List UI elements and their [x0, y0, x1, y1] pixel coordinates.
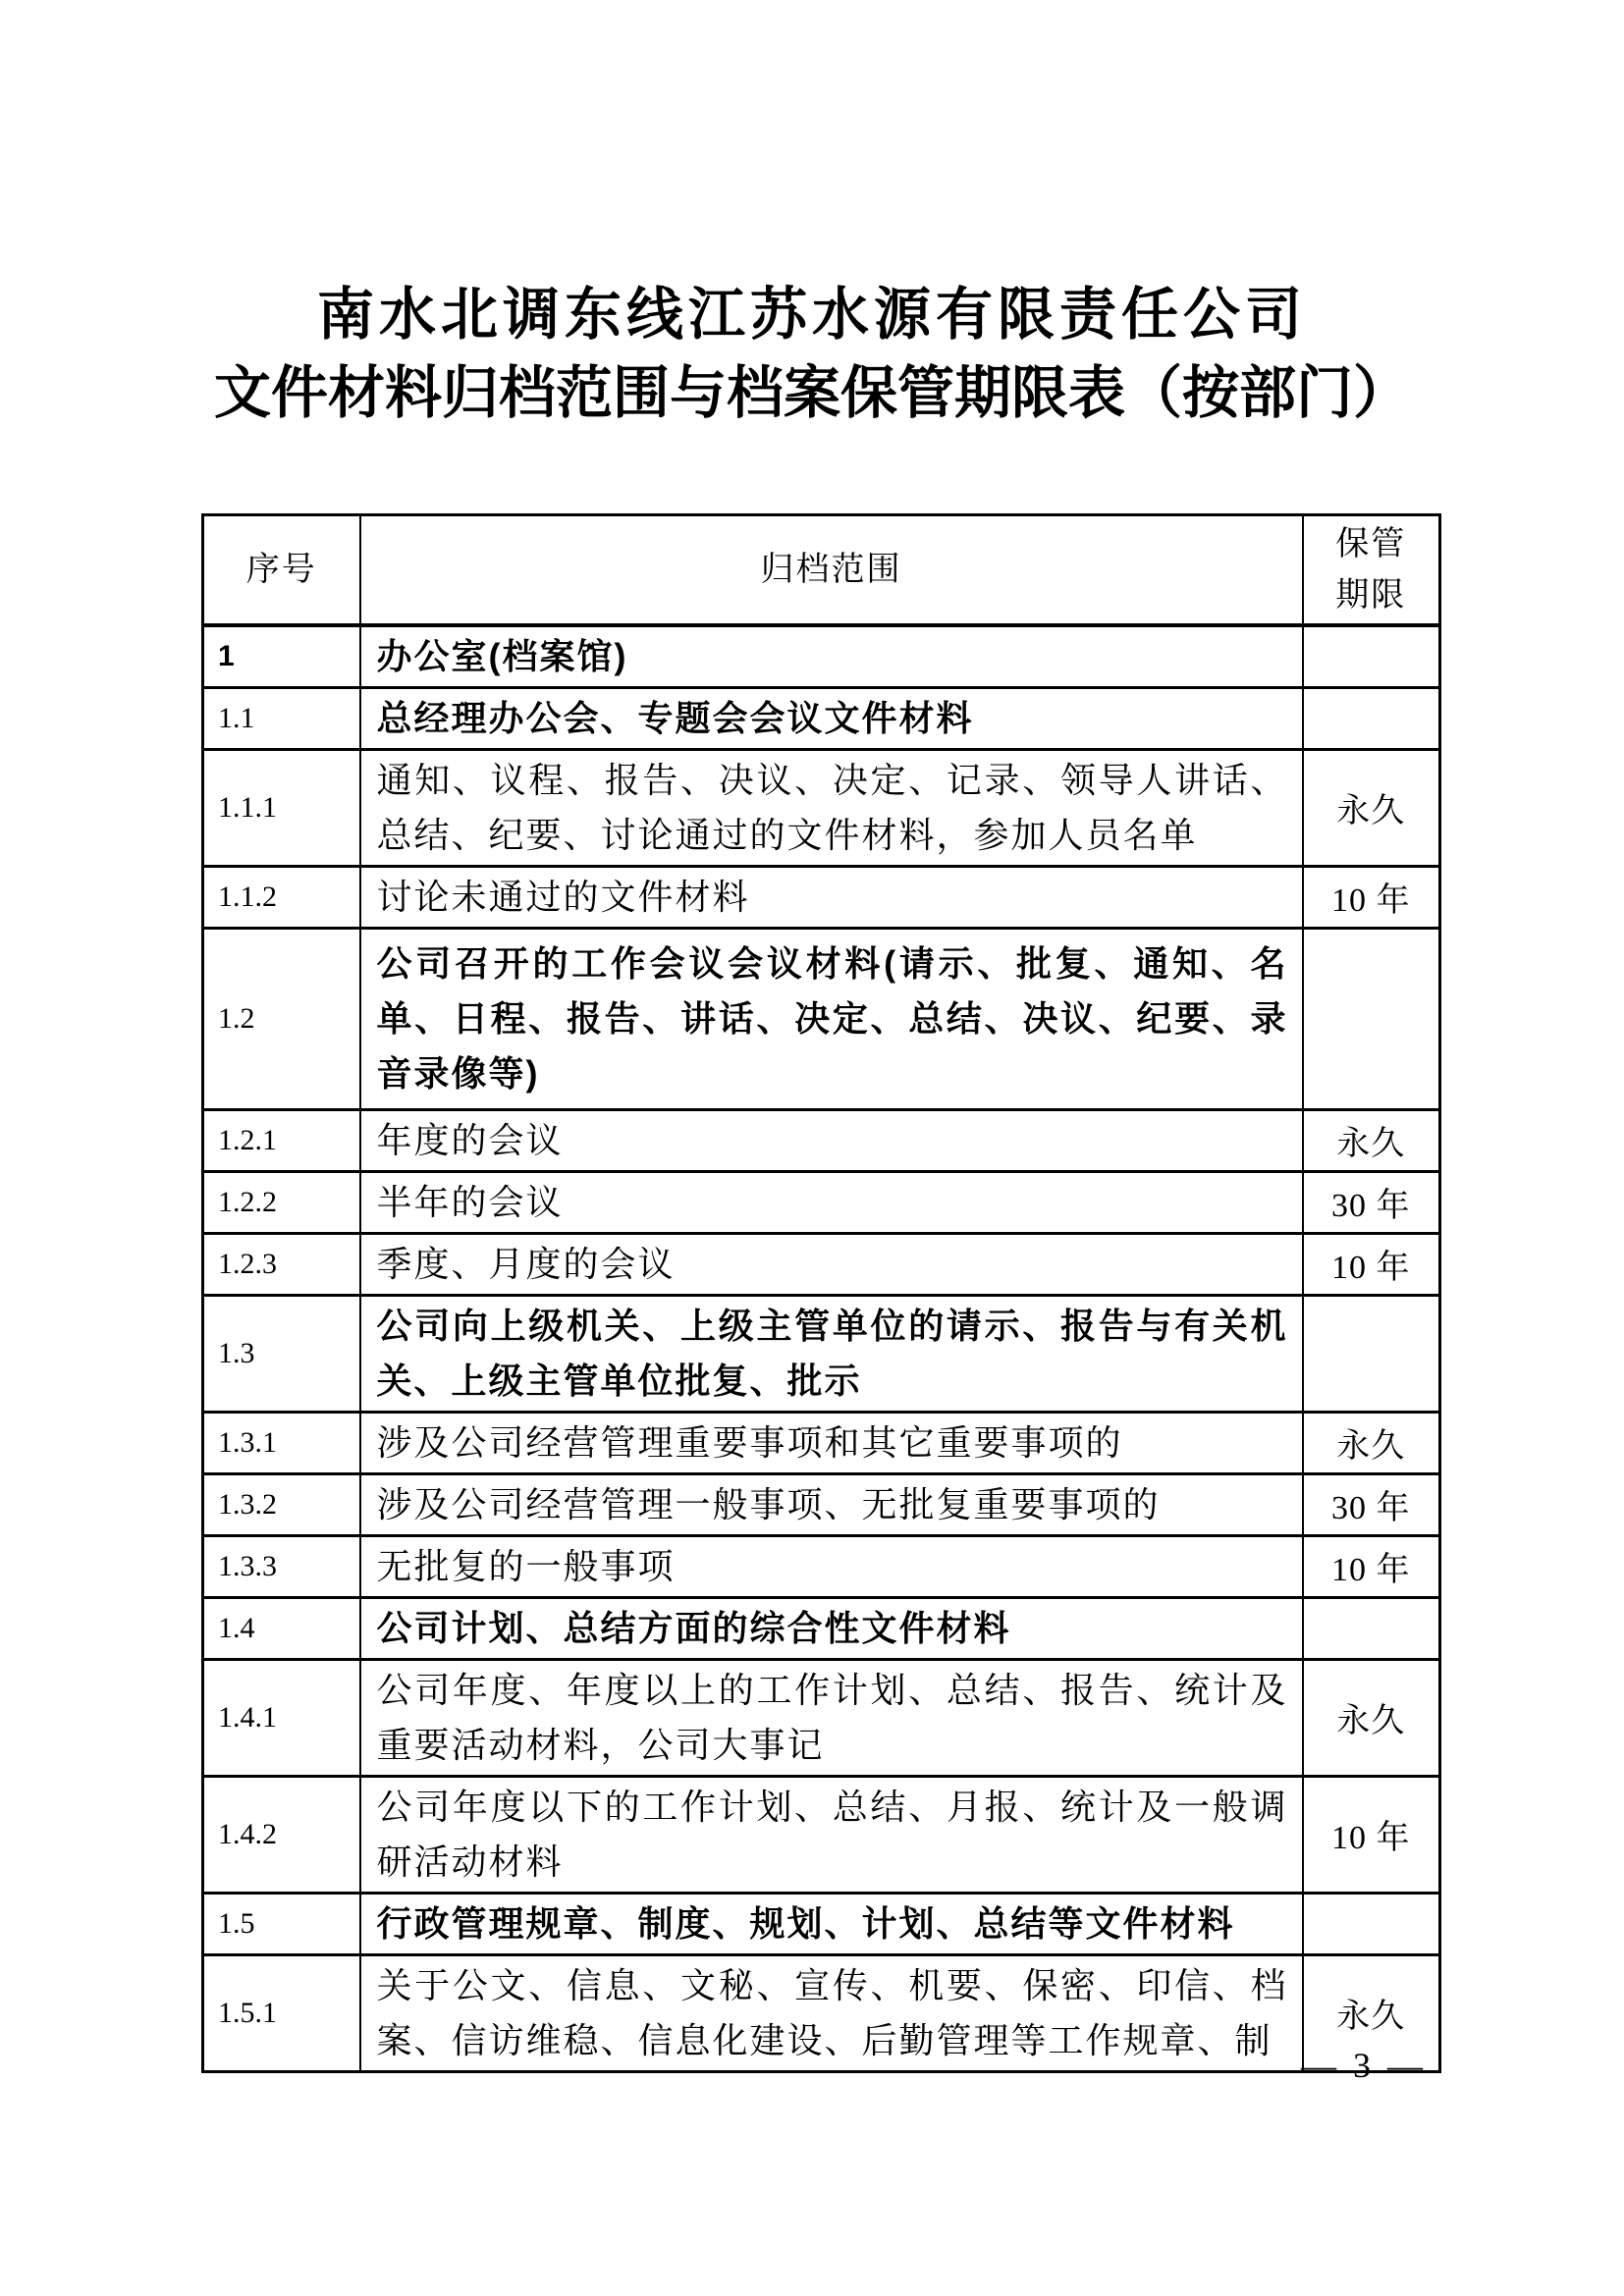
header-number: 序号: [203, 515, 360, 625]
period-cell: [1303, 1597, 1440, 1659]
scope-cell: 办公室(档案馆): [360, 625, 1303, 688]
table-row: [203, 1233, 1440, 1295]
scope-cell: 公司向上级机关、上级主管单位的请示、报告与有关机关、上级主管单位批复、批示: [360, 1295, 1303, 1412]
table-row: [203, 1295, 1440, 1412]
archive-scope-table: [201, 513, 1441, 2073]
table-body: [203, 625, 1440, 2072]
period-cell: [1303, 1295, 1440, 1412]
period-cell: 永久: [1303, 1954, 1440, 2071]
table-row: [203, 1535, 1440, 1597]
row-number-cell: 1.4.1: [203, 1659, 360, 1776]
scope-cell: 通知、议程、报告、决议、决定、记录、领导人讲话、总结、纪要、讨论通过的文件材料，参加人员名单: [360, 749, 1303, 866]
row-number-cell: 1.3: [203, 1295, 360, 1412]
period-cell: [1303, 1893, 1440, 1954]
period-cell: 永久: [1303, 1659, 1440, 1776]
period-cell: [1303, 625, 1440, 688]
period-cell: 永久: [1303, 1412, 1440, 1473]
table-row: [203, 687, 1440, 749]
scope-cell: 无批复的一般事项: [360, 1535, 1303, 1597]
period-cell: [1303, 928, 1440, 1109]
row-number-cell: 1.2.2: [203, 1171, 360, 1233]
scope-cell: 涉及公司经营管理一般事项、无批复重要事项的: [360, 1473, 1303, 1535]
table-row: [203, 1597, 1440, 1659]
row-number-cell: 1.4: [203, 1597, 360, 1659]
table-header-row: [203, 515, 1440, 625]
period-cell: [1303, 687, 1440, 749]
row-number-cell: 1.3.1: [203, 1412, 360, 1473]
row-number-cell: 1.1.1: [203, 749, 360, 866]
table-row: [203, 928, 1440, 1109]
row-number-cell: 1.5.1: [203, 1954, 360, 2071]
title-line-1: 南水北调东线江苏水源有限责任公司: [316, 283, 1307, 347]
scope-cell: 涉及公司经营管理重要事项和其它重要事项的: [360, 1412, 1303, 1473]
scope-cell: 半年的会议: [360, 1171, 1303, 1233]
table-row: [203, 1776, 1440, 1893]
scope-cell: 年度的会议: [360, 1109, 1303, 1171]
table-row: [203, 1412, 1440, 1473]
table-row: [203, 866, 1440, 928]
period-cell: 10 年: [1303, 1776, 1440, 1893]
scope-cell: 公司计划、总结方面的综合性文件材料: [360, 1597, 1303, 1659]
period-cell: 永久: [1303, 749, 1440, 866]
table-row: [203, 1659, 1440, 1776]
row-number-cell: 1.2.1: [203, 1109, 360, 1171]
table-row: [203, 1954, 1440, 2071]
row-number-cell: 1.3.3: [203, 1535, 360, 1597]
title-line-2: 文件材料归档范围与档案保管期限表（按部门）: [213, 361, 1410, 425]
row-number-cell: 1.1: [203, 687, 360, 749]
row-number-cell: 1.5: [203, 1893, 360, 1954]
period-cell: 30 年: [1303, 1473, 1440, 1535]
table-row: [203, 625, 1440, 688]
document-title: [0, 276, 1624, 433]
scope-cell: 关于公文、信息、文秘、宣传、机要、保密、印信、档案、信访维稳、信息化建设、后勤管理等工作规章、制: [360, 1954, 1303, 2071]
period-cell: 10 年: [1303, 866, 1440, 928]
table-row: [203, 1473, 1440, 1535]
period-cell: 10 年: [1303, 1233, 1440, 1295]
scope-cell: 讨论未通过的文件材料: [360, 866, 1303, 928]
scope-cell: 季度、月度的会议: [360, 1233, 1303, 1295]
page-number: — 3 —: [1301, 2046, 1427, 2085]
period-cell: 10 年: [1303, 1535, 1440, 1597]
table-row: [203, 749, 1440, 866]
row-number-cell: 1.1.2: [203, 866, 360, 928]
row-number-cell: 1: [203, 625, 360, 688]
header-period: 保管期限: [1303, 515, 1440, 625]
table-row: [203, 1171, 1440, 1233]
row-number-cell: 1.3.2: [203, 1473, 360, 1535]
table-row: [203, 1893, 1440, 1954]
scope-cell: 公司召开的工作会议会议材料(请示、批复、通知、名单、日程、报告、讲话、决定、总结、决议、纪要、录音录像等): [360, 928, 1303, 1109]
header-scope: 归档范围: [360, 515, 1303, 625]
table-row: [203, 1109, 1440, 1171]
row-number-cell: 1.2: [203, 928, 360, 1109]
row-number-cell: 1.2.3: [203, 1233, 360, 1295]
scope-cell: 公司年度以下的工作计划、总结、月报、统计及一般调研活动材料: [360, 1776, 1303, 1893]
scope-cell: 公司年度、年度以上的工作计划、总结、报告、统计及重要活动材料，公司大事记: [360, 1659, 1303, 1776]
row-number-cell: 1.4.2: [203, 1776, 360, 1893]
scope-cell: 行政管理规章、制度、规划、计划、总结等文件材料: [360, 1893, 1303, 1954]
period-cell: 30 年: [1303, 1171, 1440, 1233]
period-cell: 永久: [1303, 1109, 1440, 1171]
scope-cell: 总经理办公会、专题会会议文件材料: [360, 687, 1303, 749]
